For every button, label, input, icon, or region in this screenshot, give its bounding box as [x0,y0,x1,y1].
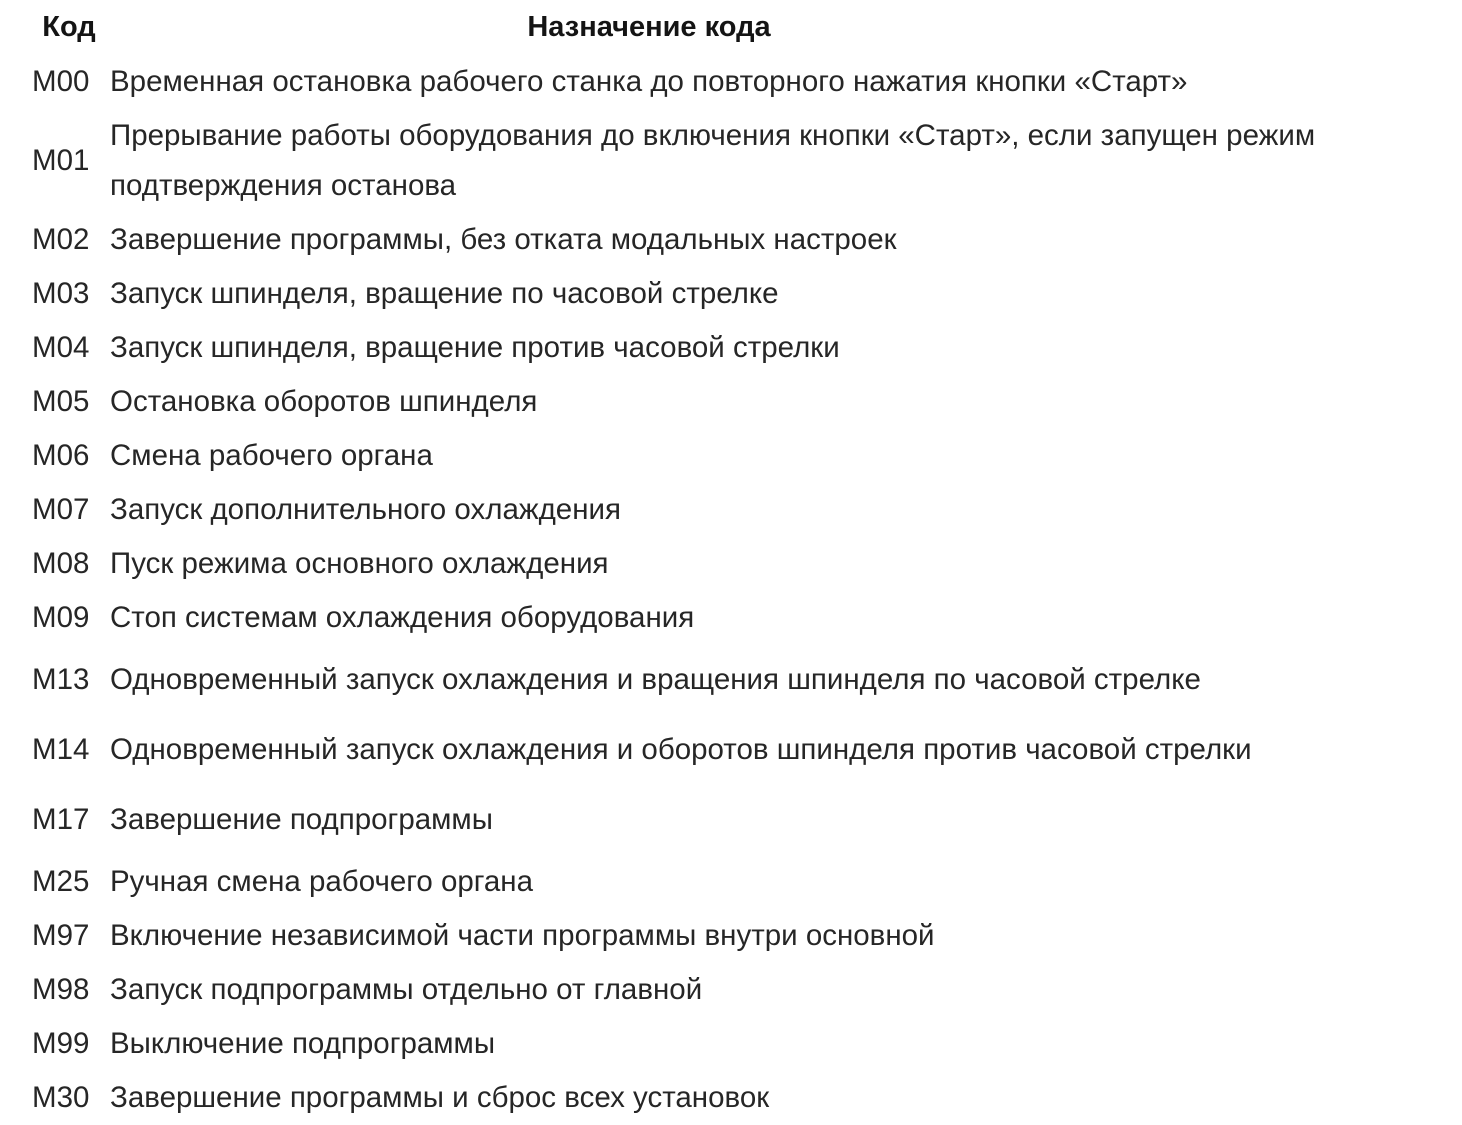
table-row [32,267,1452,321]
table-row [32,483,1452,537]
code-cell: M01 [32,144,90,177]
code-cell: M13 [32,663,90,696]
code-cell: M14 [32,733,90,766]
table-row [32,1071,1452,1125]
description-cell: Ручная смена рабочего органа [110,865,533,898]
code-cell: M05 [32,385,90,418]
code-cell: M02 [32,223,90,256]
description-cell: Запуск шпинделя, вращение против часовой стрелки [110,331,840,364]
table-row [32,715,1452,785]
description-cell: Запуск подпрограммы отдельно от главной [110,973,703,1006]
table-row [32,213,1452,267]
description-cell: Одновременный запуск охлаждения и оборотов шпинделя против часовой стрелки [110,733,1252,766]
code-cell: M97 [32,919,90,952]
description-cell: Смена рабочего органа [110,439,433,472]
code-cell: M17 [32,803,90,836]
description-cell: Пуск режима основного охлаждения [110,547,609,580]
code-cell: M00 [32,65,90,98]
code-cell: M08 [32,547,90,580]
description-cell: Стоп системам охлаждения оборудования [110,601,695,634]
description-cell: Выключение подпрограммы [110,1027,496,1060]
table-row [32,591,1452,645]
description-cell: Остановка оборотов шпинделя [110,385,538,418]
header-description: Назначение кода [527,11,771,43]
table-row [32,375,1452,429]
table-row [32,645,1452,715]
code-cell: M04 [32,331,90,364]
table-row [32,321,1452,375]
code-cell: M03 [32,277,90,310]
description-cell: Включение независимой части программы внутри основной [110,919,935,952]
table-row [32,55,1452,109]
table-row [32,429,1452,483]
description-cell: Одновременный запуск охлаждения и вращения шпинделя по часовой стрелке [110,663,1201,696]
code-cell: M06 [32,439,90,472]
description-cell: Завершение программы, без отката модальных настроек [110,223,897,256]
code-cell: M09 [32,601,90,634]
table-row [32,1017,1452,1071]
table-header-row [32,0,1452,55]
code-cell: M30 [32,1081,90,1114]
table-row [32,855,1452,909]
code-cell: M25 [32,865,90,898]
description-cell: Запуск дополнительного охлаждения [110,493,621,526]
code-cell: M99 [32,1027,90,1060]
description-cell: Прерывание работы оборудования до включения кнопки «Старт», если запущен режим подтверждения останова [110,119,1316,202]
code-cell: M98 [32,973,90,1006]
description-cell: Завершение программы и сброс всех установок [110,1081,770,1114]
description-cell: Временная остановка рабочего станка до повторного нажатия кнопки «Старт» [110,65,1188,98]
code-cell: M07 [32,493,90,526]
table-row [32,109,1452,213]
description-cell: Завершение подпрограммы [110,803,493,836]
table-row [32,909,1452,963]
header-code: Код [42,11,96,43]
table-row [32,537,1452,591]
table-row [32,785,1452,855]
description-cell: Запуск шпинделя, вращение по часовой стрелке [110,277,779,310]
table-row [32,963,1452,1017]
m-codes-table [32,0,1452,1125]
